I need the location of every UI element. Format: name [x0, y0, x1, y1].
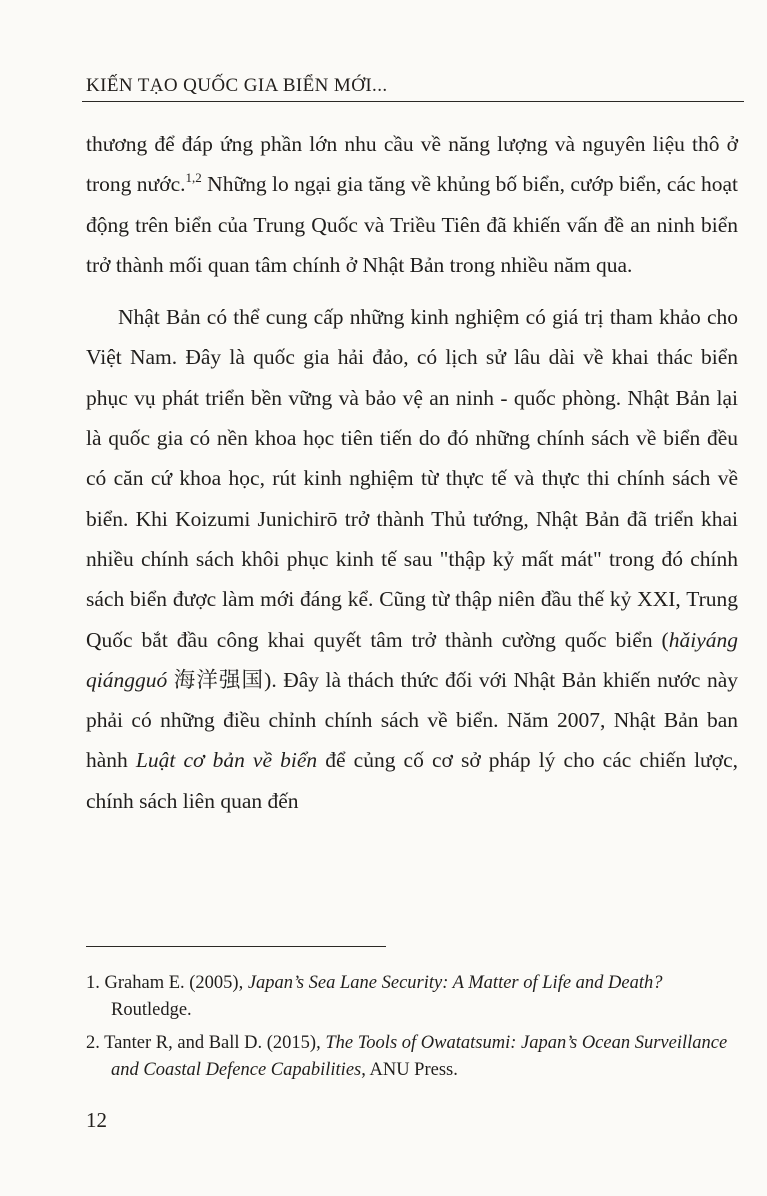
footnote-2 [86, 1030, 742, 1084]
paragraph-1-text-b: Những lo ngại gia tăng về khủng bố biển, cướp biển, các hoạt động trên biển của Trung Quốc và Triều Tiên đã khiến vấn đề an ninh biển trở thành mối quan tâm chính ở Nhật Bản trong nhiều năm qua. [86, 172, 738, 277]
paragraph-1 [86, 124, 738, 285]
law-title: Luật cơ bản về biển [135, 748, 318, 773]
footnote-author: Graham E. (2005), [104, 973, 248, 993]
paragraph-2 [86, 297, 738, 821]
footnote-title: The Tools of Owatatsumi: Japan’s Ocean Surveillance and Coastal Defence Capabilities [111, 1033, 728, 1080]
footnote-rule [86, 946, 386, 947]
footnote-number: 2. [86, 1033, 100, 1053]
footnote-number: 1. [86, 973, 100, 993]
footnotes [86, 970, 742, 1090]
paragraph-2-text-c: để củng cố cơ sở pháp lý cho các chiến lược, chính sách liên quan đến [86, 748, 738, 813]
paragraph-2-text-b: ). Đây là thách thức đối với Nhật Bản khiến nước này phải có những điều chỉnh chính sách về biển. Năm 2007, Nhật Bản ban hành [86, 667, 738, 773]
footnote-publisher: Routledge. [111, 1000, 192, 1020]
footnote-1 [86, 970, 742, 1024]
paragraph-1-text-a: thương để đáp ứng phần lớn nhu cầu về năng lượng và nguyên liệu thô ở trong nước. [86, 132, 738, 197]
footnote-title: Japan’s Sea Lane Security: A Matter of Life and Death? [247, 973, 663, 993]
footnote-author: Tanter R, and Ball D. (2015), [104, 1033, 326, 1053]
header-rule [82, 101, 744, 102]
body-text [86, 124, 738, 821]
footnote-publisher: , ANU Press. [361, 1060, 458, 1080]
pinyin-term: hǎiyáng qiángguó [86, 627, 738, 692]
footnote-reference: 1,2 [185, 170, 202, 186]
page-number: 12 [86, 1108, 107, 1132]
paragraph-2-text-a: Nhật Bản có thể cung cấp những kinh nghiệm có giá trị tham khảo cho Việt Nam. Đây là quốc gia hải đảo, có lịch sử lâu dài về khai thác biển phục vụ phát triển bền vững và bảo vệ an ninh - quốc phòng. Nhật Bản lại là quốc gia có nền khoa học tiên tiến do đó những chính sách về biển đều có căn cứ khoa học, rút kinh nghiệm từ thực tế và thực thi chính sách về biển. Khi Koizumi Junichirō trở thành Thủ tướng, Nhật Bản đã triển khai nhiều chính sách khôi phục kinh tế sau "thập kỷ mất mát" trong đó chính sách biển được làm mới đáng kể. Cũng từ thập niên đầu thế kỷ XXI, Trung Quốc bắt đầu công khai quyết tâm trở thành cường quốc biển ( [86, 305, 738, 652]
running-header: KIẾN TẠO QUỐC GIA BIỂN MỚI... [86, 75, 388, 96]
hanzi-term: 海洋强国 [167, 667, 265, 692]
